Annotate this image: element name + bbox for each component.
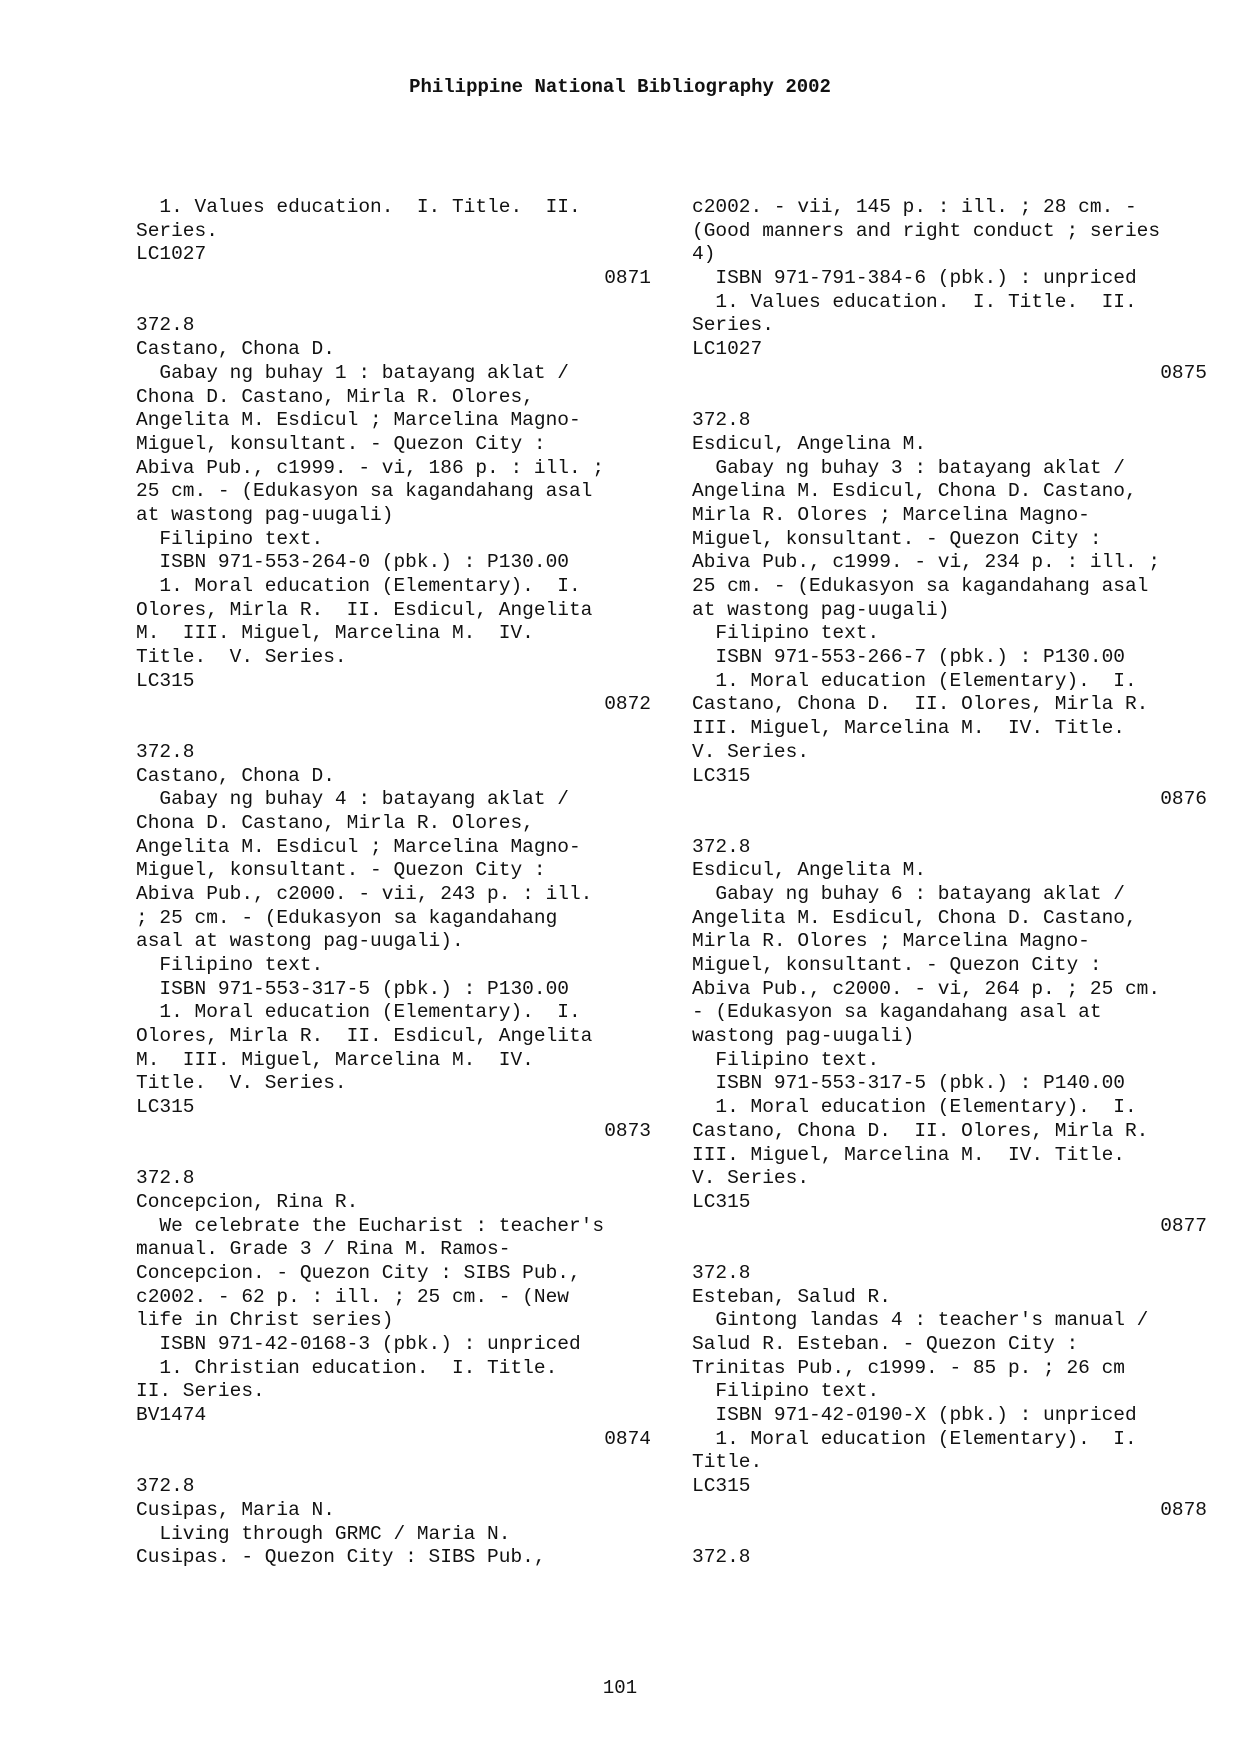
bibliography-line: Gabay ng buhay 6 : batayang aklat / bbox=[692, 882, 1125, 905]
entry-number: 0872 bbox=[604, 693, 651, 716]
bibliography-line: 4) bbox=[692, 243, 716, 266]
bibliography-line: 1. Values education. I. Title. II. bbox=[136, 196, 581, 218]
bibliography-line: c2002. - 62 p. : ill. ; 25 cm. - (New bbox=[136, 1285, 569, 1308]
blank-line bbox=[136, 291, 651, 315]
bibliography-line: Series. bbox=[692, 314, 774, 337]
bibliography-line: Abiva Pub., c2000. - vi, 264 p. ; 25 cm. bbox=[692, 977, 1161, 1000]
bibliography-line: Cusipas, Maria N. bbox=[136, 1498, 335, 1521]
bibliography-line: Miguel, konsultant. - Quezon City : bbox=[136, 432, 546, 455]
entry-number: 0873 bbox=[604, 1119, 651, 1142]
bibliography-line: ; 25 cm. - (Edukasyon sa kagandahang bbox=[136, 906, 558, 929]
bibliography-line: 372.8 bbox=[692, 835, 751, 858]
bibliography-line: Esdicul, Angelina M. bbox=[692, 432, 927, 455]
entry-number: 0876 bbox=[1160, 788, 1207, 811]
bibliography-line: 372.8 bbox=[136, 1475, 195, 1498]
bibliography-line: at wastong pag-uugali) bbox=[136, 503, 394, 526]
entry-number: 0878 bbox=[1160, 1498, 1207, 1521]
bibliography-line: 25 cm. - (Edukasyon sa kagandahang asal bbox=[692, 575, 1149, 597]
bibliography-line: Esdicul, Angelita M. bbox=[692, 859, 927, 882]
bibliography-line: at wastong pag-uugali) bbox=[692, 598, 950, 621]
bibliography-line: Filipino text. bbox=[136, 527, 324, 550]
bibliography-line: Series. bbox=[136, 219, 218, 242]
bibliography-line: LC315 bbox=[692, 764, 751, 787]
bibliography-line: Gintong landas 4 : teacher's manual / bbox=[692, 1309, 1149, 1332]
bibliography-line: Olores, Mirla R. II. Esdicul, Angelita bbox=[136, 598, 593, 621]
entry-number: 0877 bbox=[1160, 1214, 1207, 1237]
bibliography-line: Filipino text. bbox=[692, 1048, 880, 1071]
blank-line bbox=[136, 1451, 651, 1475]
bibliography-line: Gabay ng buhay 4 : batayang aklat / bbox=[136, 788, 569, 811]
bibliography-line: Miguel, konsultant. - Quezon City : bbox=[136, 859, 546, 882]
bibliography-line: 25 cm. - (Edukasyon sa kagandahang asal bbox=[136, 480, 593, 503]
bibliography-line: Abiva Pub., c1999. - vi, 234 p. : ill. ; bbox=[692, 551, 1161, 574]
bibliography-line: Miguel, konsultant. - Quezon City : bbox=[692, 954, 1102, 976]
bibliography-line: Miguel, konsultant. - Quezon City : bbox=[692, 527, 1102, 550]
bibliography-line: II. Series. bbox=[136, 1380, 265, 1403]
bibliography-line: 1. Values education. I. Title. II. bbox=[692, 290, 1137, 313]
bibliography-line: LC315 bbox=[692, 1190, 751, 1213]
bibliography-line: c2002. - vii, 145 p. : ill. ; 28 cm. - bbox=[692, 196, 1137, 218]
bibliography-line: Title. bbox=[692, 1451, 763, 1474]
bibliography-line: wastong pag-uugali) bbox=[692, 1025, 915, 1048]
entry-number: 0874 bbox=[604, 1427, 651, 1450]
bibliography-line: Filipino text. bbox=[692, 622, 880, 645]
bibliography-line: 372.8 bbox=[136, 740, 195, 763]
bibliography-line: Castano, Chona D. II. Olores, Mirla R. bbox=[692, 1119, 1149, 1142]
bibliography-line: ISBN 971-42-0190-X (pbk.) : unpriced bbox=[692, 1404, 1137, 1427]
page-header: Philippine National Bibliography 2002 bbox=[409, 76, 831, 98]
bibliography-line: Abiva Pub., c2000. - vii, 243 p. : ill. bbox=[136, 882, 593, 905]
bibliography-line: 1. Moral education (Elementary). I. bbox=[692, 1427, 1137, 1450]
bibliography-line: Abiva Pub., c1999. - vi, 186 p. : ill. ; bbox=[136, 456, 605, 479]
blank-line bbox=[692, 1238, 1207, 1262]
bibliography-line: Trinitas Pub., c1999. - 85 p. ; 26 cm bbox=[692, 1356, 1125, 1379]
bibliography-line: Olores, Mirla R. II. Esdicul, Angelita bbox=[136, 1025, 593, 1048]
bibliography-line: Castano, Chona D. bbox=[136, 764, 335, 787]
bibliography-line: 372.8 bbox=[136, 1167, 195, 1190]
bibliography-line: Angelita M. Esdicul ; Marcelina Magno- bbox=[136, 409, 581, 432]
bibliography-line: 372.8 bbox=[692, 409, 751, 432]
bibliography-line: Concepcion. - Quezon City : SIBS Pub., bbox=[136, 1261, 581, 1284]
bibliography-line: Castano, Chona D. II. Olores, Mirla R. bbox=[692, 693, 1149, 716]
bibliography-line: ISBN 971-553-264-0 (pbk.) : P130.00 bbox=[136, 551, 569, 574]
bibliography-line: Chona D. Castano, Mirla R. Olores, bbox=[136, 385, 534, 408]
bibliography-line: LC1027 bbox=[136, 243, 207, 266]
bibliography-line: Angelina M. Esdicul, Chona D. Castano, bbox=[692, 480, 1137, 503]
entry-number: 0875 bbox=[1160, 361, 1207, 384]
bibliography-line: LC315 bbox=[692, 1475, 751, 1498]
bibliography-line: 1. Moral education (Elementary). I. bbox=[136, 1001, 581, 1024]
blank-line bbox=[692, 386, 1207, 410]
bibliography-line: Filipino text. bbox=[692, 1380, 880, 1403]
bibliography-line: asal at wastong pag-uugali). bbox=[136, 930, 464, 953]
bibliography-line: M. III. Miguel, Marcelina M. IV. bbox=[136, 1048, 534, 1071]
bibliography-line: 1. Christian education. I. Title. bbox=[136, 1356, 558, 1379]
bibliography-line: 1. Moral education (Elementary). I. bbox=[692, 669, 1137, 692]
bibliography-line: III. Miguel, Marcelina M. IV. Title. bbox=[692, 1143, 1125, 1166]
blank-line bbox=[136, 717, 651, 741]
bibliography-line: Concepcion, Rina R. bbox=[136, 1190, 359, 1213]
bibliography-line: Salud R. Esteban. - Quezon City : bbox=[692, 1333, 1079, 1355]
bibliography-line: Mirla R. Olores ; Marcelina Magno- bbox=[692, 503, 1090, 526]
bibliography-line: BV1474 bbox=[136, 1404, 207, 1427]
bibliography-line: Mirla R. Olores ; Marcelina Magno- bbox=[692, 930, 1090, 953]
bibliography-line: Chona D. Castano, Mirla R. Olores, bbox=[136, 811, 534, 834]
bibliography-line: Title. V. Series. bbox=[136, 1072, 347, 1095]
bibliography-line: Living through GRMC / Maria N. bbox=[136, 1522, 511, 1545]
bibliography-line: 372.8 bbox=[692, 1546, 751, 1569]
bibliography-line: ISBN 971-791-384-6 (pbk.) : unpriced bbox=[692, 267, 1137, 290]
page-number: 101 bbox=[602, 1677, 638, 1699]
bibliography-line: M. III. Miguel, Marcelina M. IV. bbox=[136, 622, 534, 645]
bibliography-line: III. Miguel, Marcelina M. IV. Title. bbox=[692, 717, 1125, 740]
bibliography-line: (Good manners and right conduct ; series bbox=[692, 219, 1161, 242]
bibliography-line: life in Christ series) bbox=[136, 1309, 394, 1332]
entry-number: 0871 bbox=[604, 267, 651, 290]
bibliography-line: Title. V. Series. bbox=[136, 646, 347, 669]
bibliography-line: 1. Moral education (Elementary). I. bbox=[692, 1096, 1137, 1119]
bibliography-line: LC315 bbox=[136, 669, 195, 692]
bibliography-line: Filipino text. bbox=[136, 954, 324, 976]
bibliography-line: 1. Moral education (Elementary). I. bbox=[136, 575, 581, 597]
bibliography-line: manual. Grade 3 / Rina M. Ramos- bbox=[136, 1238, 511, 1261]
bibliography-column-right bbox=[692, 196, 1207, 1570]
bibliography-line: LC315 bbox=[136, 1096, 195, 1119]
bibliography-line: Gabay ng buhay 3 : batayang aklat / bbox=[692, 456, 1125, 479]
bibliography-line: Gabay ng buhay 1 : batayang aklat / bbox=[136, 361, 569, 384]
bibliography-line: ISBN 971-553-317-5 (pbk.) : P130.00 bbox=[136, 977, 569, 1000]
bibliography-line: V. Series. bbox=[692, 1167, 810, 1190]
bibliography-line: V. Series. bbox=[692, 740, 810, 763]
bibliography-line: Angelita M. Esdicul ; Marcelina Magno- bbox=[136, 835, 581, 858]
bibliography-line: Esteban, Salud R. bbox=[692, 1285, 891, 1308]
blank-line bbox=[136, 1144, 651, 1168]
bibliography-line: ISBN 971-42-0168-3 (pbk.) : unpriced bbox=[136, 1333, 581, 1355]
bibliography-line: LC1027 bbox=[692, 338, 763, 361]
bibliography-line: ISBN 971-553-317-5 (pbk.) : P140.00 bbox=[692, 1072, 1125, 1095]
bibliography-line: 372.8 bbox=[136, 314, 195, 337]
blank-line bbox=[692, 812, 1207, 836]
bibliography-line: ISBN 971-553-266-7 (pbk.) : P130.00 bbox=[692, 646, 1125, 669]
bibliography-line: 372.8 bbox=[692, 1261, 751, 1284]
bibliography-line: We celebrate the Eucharist : teacher's bbox=[136, 1214, 605, 1237]
bibliography-line: Castano, Chona D. bbox=[136, 338, 335, 361]
blank-line bbox=[692, 1523, 1207, 1547]
bibliography-column-left bbox=[136, 196, 651, 1570]
bibliography-line: - (Edukasyon sa kagandahang asal at bbox=[692, 1001, 1102, 1024]
bibliography-line: Angelita M. Esdicul, Chona D. Castano, bbox=[692, 906, 1137, 929]
bibliography-line: Cusipas. - Quezon City : SIBS Pub., bbox=[136, 1546, 546, 1569]
